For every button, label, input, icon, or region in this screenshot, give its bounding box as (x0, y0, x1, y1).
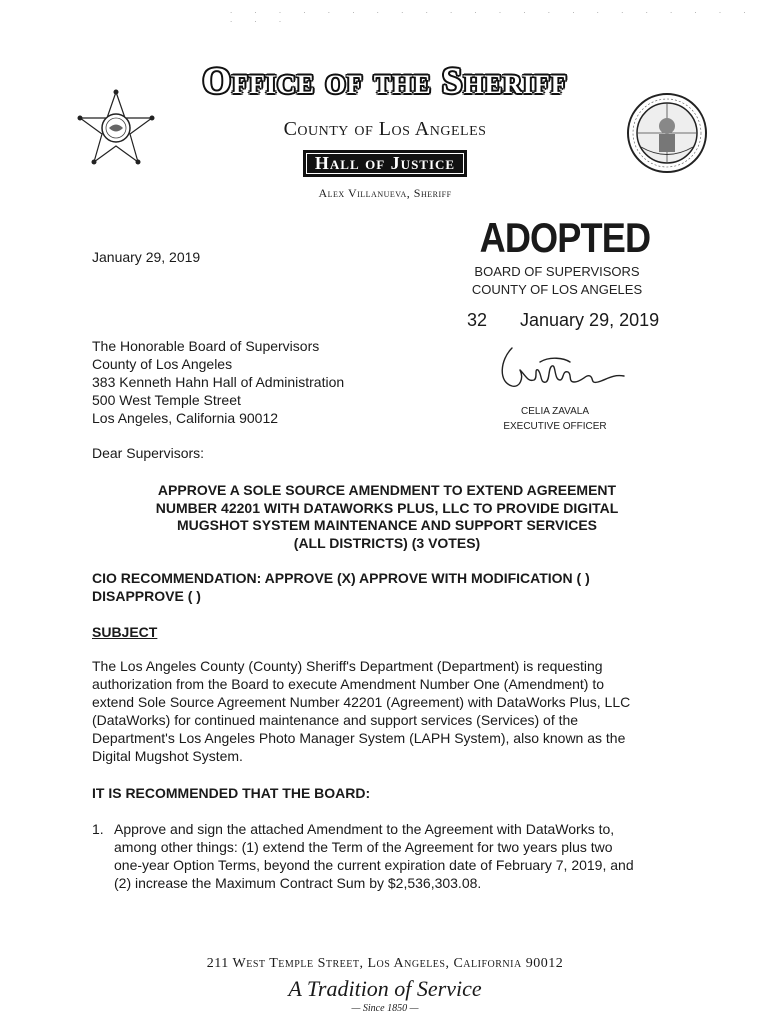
cio-line: CIO RECOMMENDATION: APPROVE (X) APPROVE WITH MODIFICATION ( ) (92, 570, 590, 586)
footer-motto: A Tradition of Service (288, 976, 482, 1001)
paragraph-line: authorization from the Board to execute Amendment Number One (Amendment) to (92, 676, 605, 692)
address-line: 500 West Temple Street (92, 392, 241, 408)
recommendation-item (92, 820, 682, 892)
recommendation-line: (2) increase the Maximum Contract Sum by $2,536,303.08. (114, 875, 482, 891)
heading-line: (ALL DISTRICTS) (3 VOTES) (293, 534, 481, 551)
salutation: Dear Supervisors: (92, 445, 205, 461)
recommendation-number: 1. (92, 821, 104, 837)
footer-address: 211 West Temple Street, Los Angeles, California 90012 (206, 956, 564, 971)
recommendation-text (114, 820, 682, 892)
heading-line: NUMBER 42201 WITH DATAWORKS PLUS, LLC TO PROVIDE DIGITAL (155, 499, 619, 516)
address-line: County of Los Angeles (92, 356, 233, 372)
signer-name: CELIA ZAVALA (521, 406, 589, 417)
paragraph-line: The Los Angeles County (County) Sheriff's Department (Department) is requesting (92, 658, 603, 674)
letter-heading (92, 482, 682, 552)
adopted-stamp: ADOPTED (479, 214, 651, 261)
subject-heading: SUBJECT (92, 624, 158, 640)
recipient-address (92, 337, 344, 427)
stamp-date: January 29, 2019 (520, 310, 660, 330)
signer-title: EXECUTIVE OFFICER (503, 421, 607, 432)
hall-of-justice-banner (0, 150, 770, 177)
office-title: Office of the Sheriff (202, 61, 568, 102)
cio-line: DISAPPROVE ( ) (92, 587, 201, 604)
heading-line: MUGSHOT SYSTEM MAINTENANCE AND SUPPORT SERVICES (176, 517, 598, 533)
address-line: 383 Kenneth Hahn Hall of Administration (92, 374, 345, 390)
scan-artifact: . . . . . . . . . . . . . . . . . . . . . . . . . (230, 6, 756, 24)
recommendation-heading: IT IS RECOMMENDED THAT THE BOARD: (92, 785, 371, 801)
address-line: The Honorable Board of Supervisors (92, 338, 320, 354)
subject-paragraph (92, 657, 682, 765)
cio-recommendation (92, 570, 682, 605)
stamp-board: BOARD OF SUPERVISORS (474, 264, 640, 279)
stamp-item-number: 32 (467, 310, 488, 330)
stamp-county: COUNTY OF LOS ANGELES (471, 282, 643, 297)
stamp-item-row (467, 310, 659, 331)
paragraph-line: Digital Mugshot System. (92, 748, 243, 764)
county-name: County of Los Angeles (283, 118, 487, 140)
recommendation-line: among other things: (1) extend the Term of the Agreement for two years plus two (114, 839, 613, 855)
paragraph-line: (DataWorks) for continued maintenance and support services (Services) of the (92, 712, 579, 728)
footer-since: — Since 1850 — (351, 1003, 419, 1014)
address-line: Los Angeles, California 90012 (92, 410, 279, 426)
heading-line: APPROVE A SOLE SOURCE AMENDMENT TO EXTEND AGREEMENT (157, 482, 617, 498)
executive-officer-signature (490, 340, 630, 400)
paragraph-line: extend Sole Source Agreement Number 42201 (Agreement) with DataWorks Plus, LLC (92, 694, 631, 710)
recommendation-line: one-year Option Terms, beyond the current expiration date of February 7, 2019, and (114, 857, 634, 873)
recommendation-line: Approve and sign the attached Amendment to the Agreement with DataWorks to, (114, 821, 615, 837)
letter-date: January 29, 2019 (92, 249, 201, 265)
hall-of-justice-label: Hall of Justice (303, 150, 467, 177)
paragraph-line: Department's Los Angeles Photo Manager System (LAPH System), also known as the (92, 730, 626, 746)
sheriff-name: Alex Villanueva, Sheriff (318, 186, 452, 200)
